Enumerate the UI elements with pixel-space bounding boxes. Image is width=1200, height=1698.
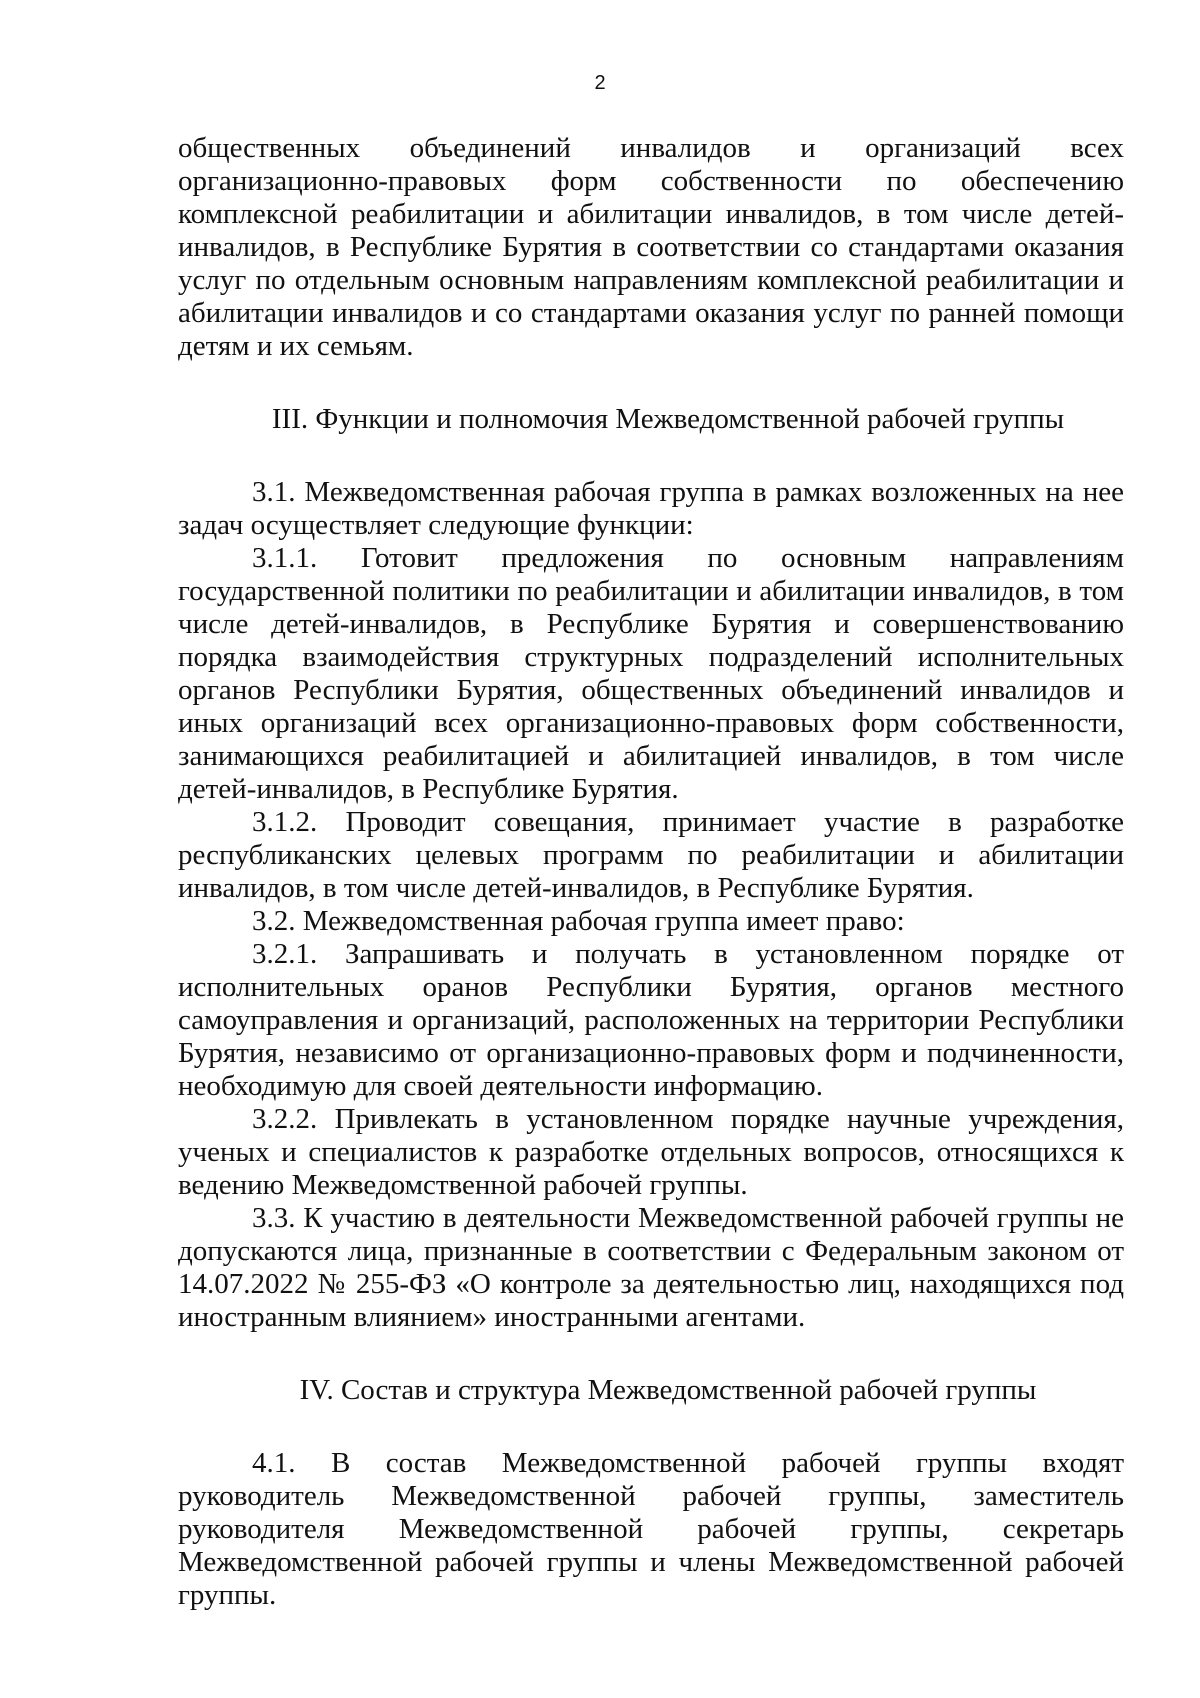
section-heading-functions: III. Функции и полномочия Межведомственной рабочей группы [271, 403, 1065, 435]
paragraph-3-1: 3.1. Межведомственная рабочая группа в рамках возложенных на нее задач осуществляет следующие функции: [178, 476, 1124, 541]
section-heading-composition: IV. Состав и структура Межведомственной рабочей группы [299, 1374, 1037, 1406]
document-body [178, 132, 1124, 1612]
page-number: 2 [594, 72, 606, 94]
paragraph-3-2-1: 3.2.1. Запрашивать и получать в установленном порядке от исполнительных оранов Республики Бурятия, органов местного самоуправления и организаций, расположенных на территории Республики Бурятия, независимо от организационно-правовых форм и подчиненности, необходимую для своей деятельности информацию. [178, 938, 1124, 1102]
paragraph-3-1-2: 3.1.2. Проводит совещания, принимает участие в разработке республиканских целевых программ по реабилитации и абилитации инвалидов, в том числе детей-инвалидов, в Республике Бурятия. [178, 806, 1124, 904]
paragraph-3-3: 3.3. К участию в деятельности Межведомственной рабочей группы не допускаются лица, признанные в соответствии с Федеральным законом от 14.07.2022 № 255-ФЗ «О контроле за деятельностью лиц, находящихся под иностранным влиянием» иностранными агентами. [178, 1202, 1124, 1333]
paragraph-3-1-1: 3.1.1. Готовит предложения по основным направлениям государственной политики по реабилитации и абилитации инвалидов, в том числе детей-инвалидов, в Республике Бурятия и совершенствованию порядка взаимодействия структурных подразделений исполнительных органов Республики Бурятия, общественных объединений инвалидов и иных организаций всех организационно-правовых форм собственности, занимающихся реабилитацией и абилитацией инвалидов, в том числе детей-инвалидов, в Республике Бурятия. [178, 542, 1124, 805]
paragraph-continuation: общественных объединений инвалидов и организаций всех организационно-правовых форм собственности по обеспечению комплексной реабилитации и абилитации инвалидов, в том числе детей-инвалидов, в Республике Бурятия в соответствии со стандартами оказания услуг по отдельным основным направлениям комплексной реабилитации и абилитации инвалидов и со стандартами оказания услуг по ранней помощи детям и их семьям. [178, 132, 1124, 362]
paragraph-4-1: 4.1. В состав Межведомственной рабочей группы входят руководитель Межведомственной рабочей группы, заместитель руководителя Межведомственной рабочей группы, секретарь Межведомственной рабочей группы и члены Межведомственной рабочей группы. [178, 1447, 1124, 1611]
paragraph-3-2: 3.2. Межведомственная рабочая группа имеет право: [252, 905, 905, 937]
paragraph-3-2-2: 3.2.2. Привлекать в установленном порядке научные учреждения, ученых и специалистов к разработке отдельных вопросов, относящихся к ведению Межведомственной рабочей группы. [178, 1103, 1124, 1201]
